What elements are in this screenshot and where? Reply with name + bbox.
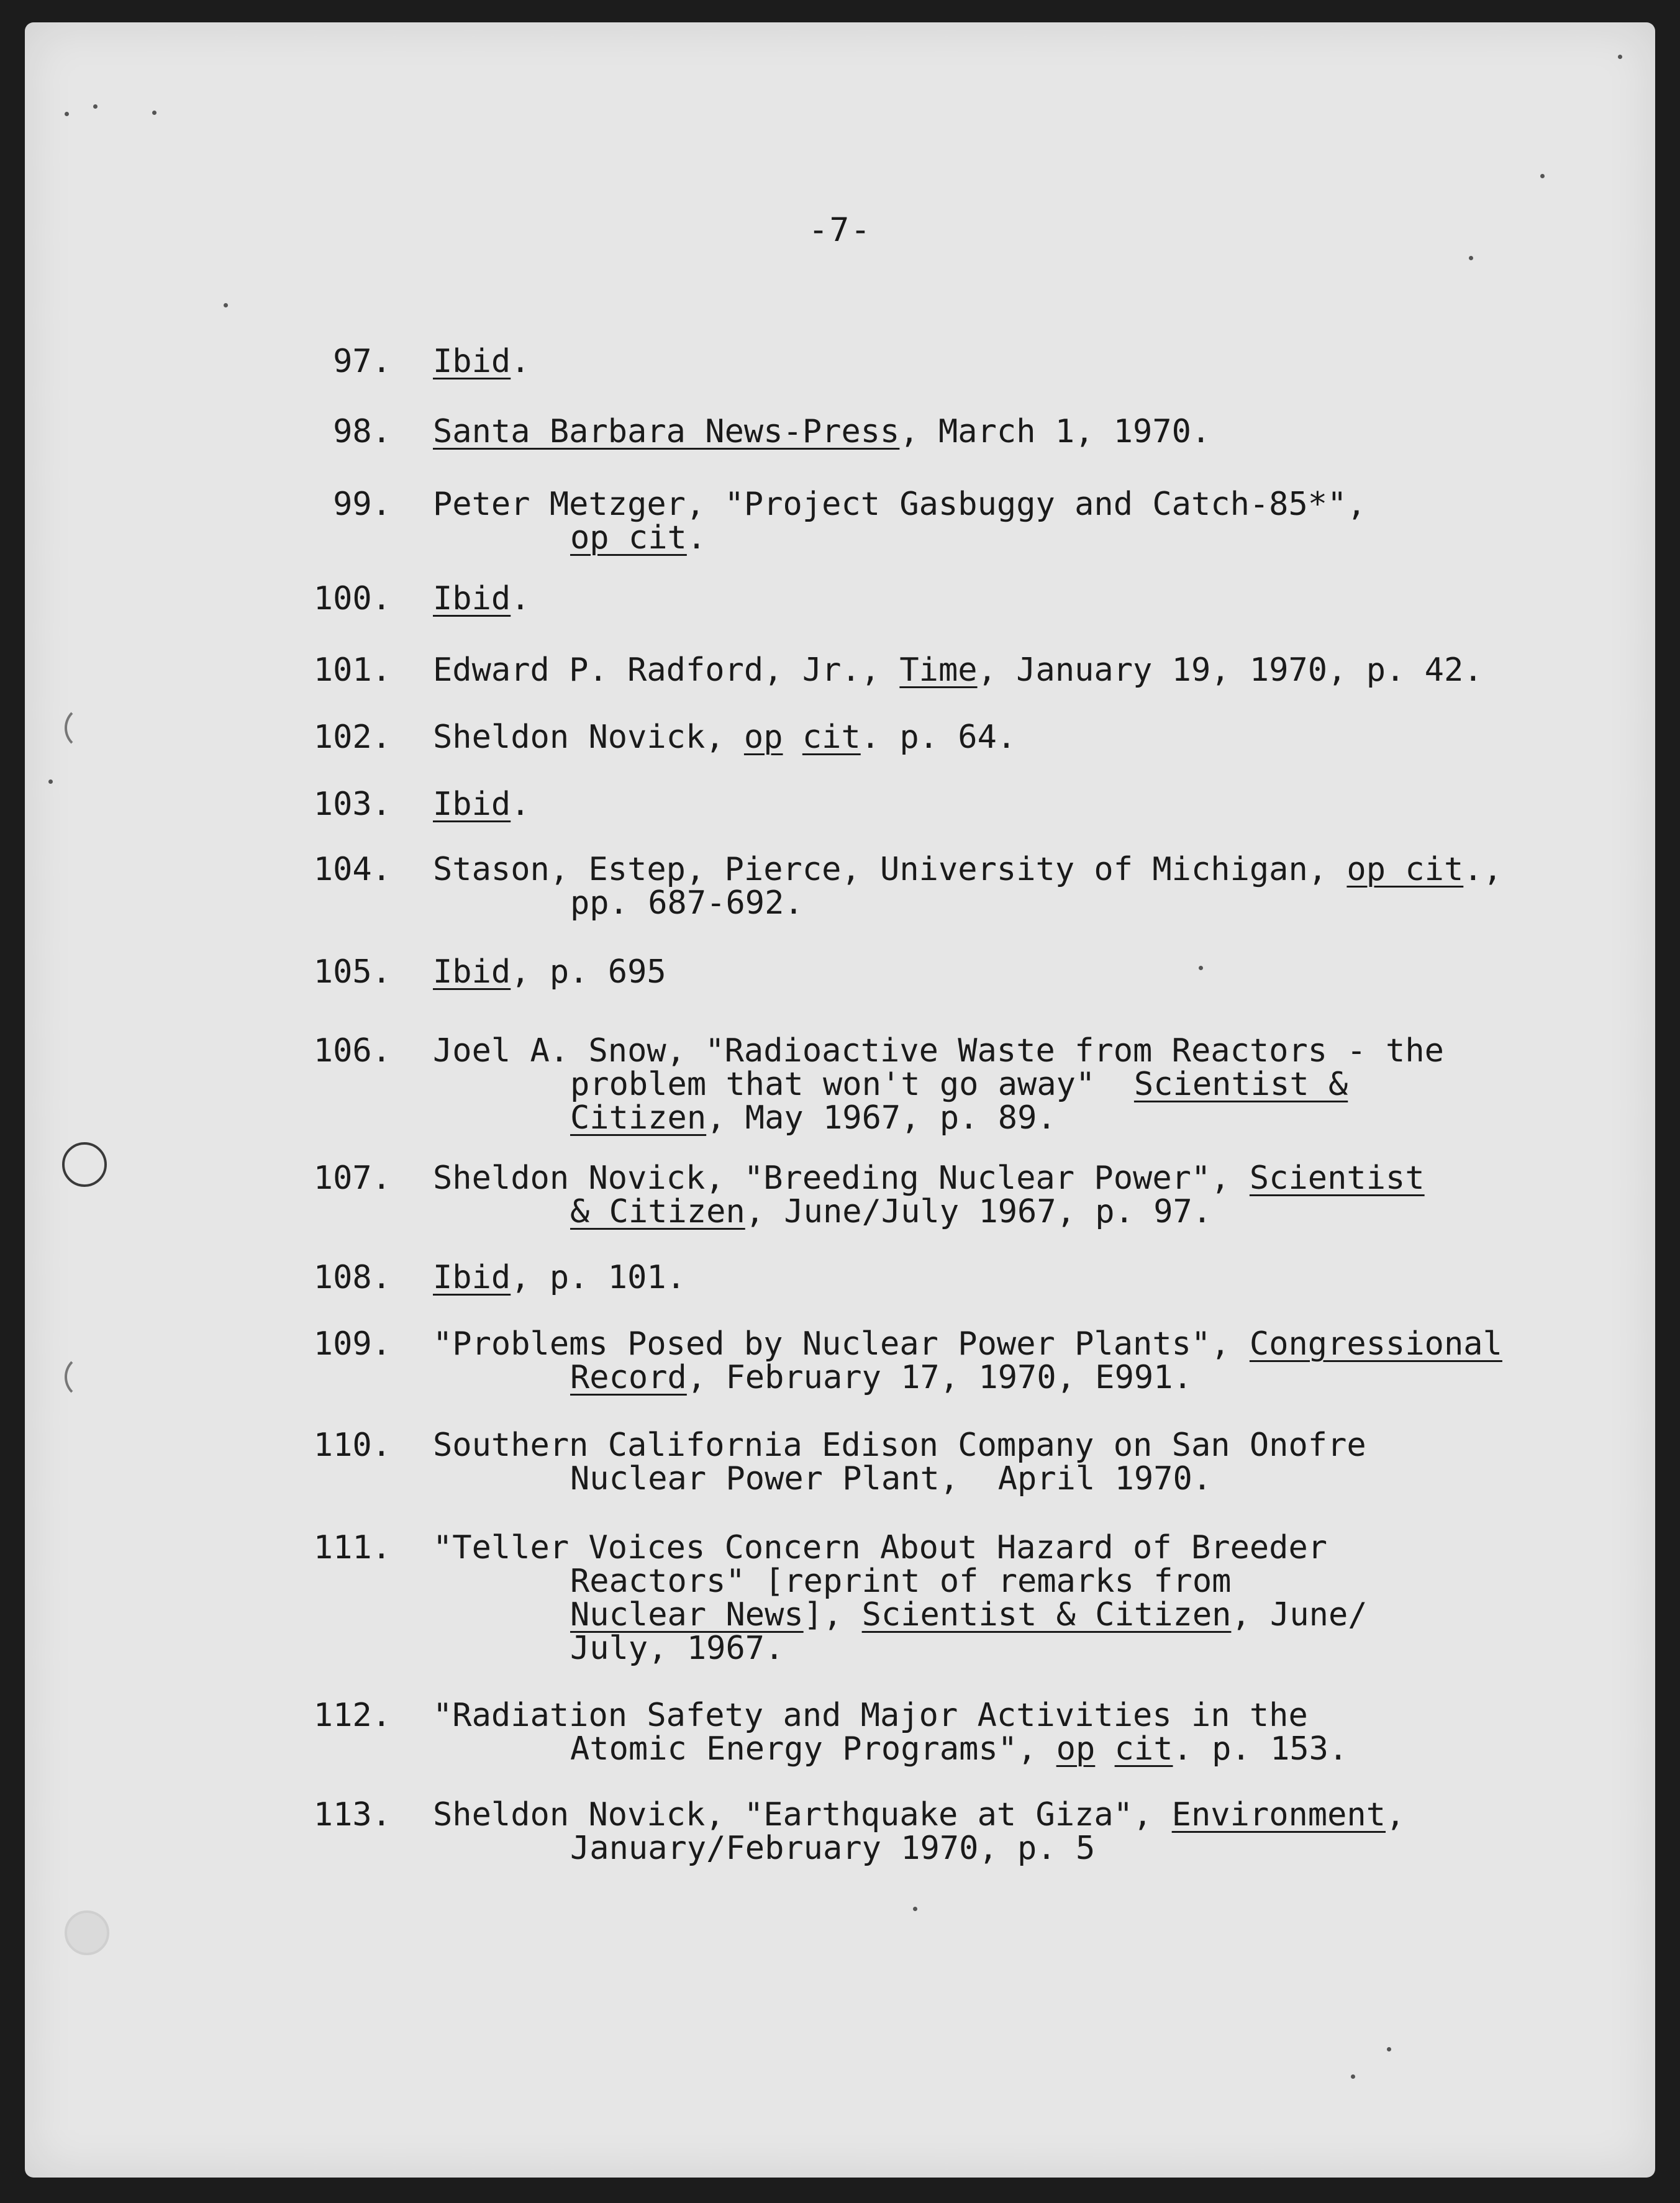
footnote-text-line: Reactors" [reprint of remarks from <box>570 1563 1232 1600</box>
footnote-text-line: "Problems Posed by Nuclear Power Plants", Congressional <box>433 1325 1502 1363</box>
speck <box>1351 2074 1355 2079</box>
footnote-text-line: Citizen, May 1967, p. 89. <box>570 1099 1056 1137</box>
footnote-number: 108. <box>313 1259 391 1296</box>
footnote-text-line: Sheldon Novick, "Breeding Nuclear Power", Scientist <box>433 1160 1425 1197</box>
footnote-text-line: January/February 1970, p. 5 <box>570 1830 1096 1867</box>
page-number: -7- <box>808 211 872 249</box>
speck <box>1387 2047 1391 2051</box>
footnote-number: 110. <box>313 1427 391 1464</box>
speck <box>1469 256 1473 260</box>
footnote-number: 97. <box>333 343 391 380</box>
speck <box>1618 55 1622 59</box>
speck <box>224 303 228 307</box>
footnote-number: 102. <box>313 719 391 756</box>
footnote-text-line: July, 1967. <box>570 1630 784 1667</box>
speck <box>1199 966 1203 970</box>
footnote-text-line: Ibid. <box>433 786 530 823</box>
footnote-number: 103. <box>313 786 391 823</box>
footnote-number: 99. <box>333 486 391 523</box>
footnote-text-line: Edward P. Radford, Jr., Time, January 19, 1970, p. 42. <box>433 652 1483 689</box>
footnote-text-line: problem that won't go away" Scientist & <box>570 1066 1348 1103</box>
footnote-text-line: "Teller Voices Concern About Hazard of Breeder <box>433 1529 1328 1566</box>
speck <box>48 779 53 784</box>
footnote-text-line: Ibid, p. 695 <box>433 953 666 991</box>
footnote-number: 111. <box>313 1529 391 1566</box>
speck <box>65 112 69 116</box>
footnote-number: 106. <box>313 1032 391 1070</box>
footnote-text-line: Record, February 17, 1970, E991. <box>570 1359 1192 1396</box>
footnote-text-line: Ibid, p. 101. <box>433 1259 686 1296</box>
footnote-number: 113. <box>313 1796 391 1833</box>
footnote-text-line: Joel A. Snow, "Radioactive Waste from Reactors - the <box>433 1032 1444 1070</box>
binder-hole-4 <box>65 1910 109 1955</box>
footnote-text-line: Nuclear Power Plant, April 1970. <box>570 1460 1212 1497</box>
footnote-number: 100. <box>313 580 391 617</box>
footnote-number: 98. <box>333 413 391 450</box>
footnote-number: 109. <box>313 1325 391 1363</box>
speck <box>152 111 157 115</box>
footnote-text-line: Stason, Estep, Pierce, University of Michigan, op cit., <box>433 851 1502 888</box>
footnote-number: 107. <box>313 1160 391 1197</box>
speck <box>1540 174 1545 178</box>
footnote-text-line: Ibid. <box>433 580 530 617</box>
footnote-text-line: Peter Metzger, "Project Gasbuggy and Catch-85*", <box>433 486 1366 523</box>
footnote-text-line: Atomic Energy Programs", op cit. p. 153. <box>570 1730 1348 1768</box>
footnote-text-line: Santa Barbara News-Press, March 1, 1970. <box>433 413 1211 450</box>
footnote-text-line: Nuclear News], Scientist & Citizen, June/ <box>570 1596 1368 1633</box>
footnote-number: 112. <box>313 1697 391 1734</box>
footnote-text-line: Sheldon Novick, "Earthquake at Giza", Environment, <box>433 1796 1405 1833</box>
footnote-text-line: & Citizen, June/July 1967, p. 97. <box>570 1193 1212 1230</box>
footnote-text-line: Southern California Edison Company on San Onofre <box>433 1427 1366 1464</box>
footnote-text-line: pp. 687-692. <box>570 884 804 922</box>
speck <box>913 1907 917 1911</box>
footnote-number: 105. <box>313 953 391 991</box>
footnote-text-line: Sheldon Novick, op cit. p. 64. <box>433 719 1017 756</box>
footnote-number: 101. <box>313 652 391 689</box>
speck <box>93 104 98 109</box>
footnote-text-line: Ibid. <box>433 343 530 380</box>
footnote-text-line: op cit. <box>570 519 707 556</box>
footnote-number: 104. <box>313 851 391 888</box>
footnote-text-line: "Radiation Safety and Major Activities in the <box>433 1697 1308 1734</box>
